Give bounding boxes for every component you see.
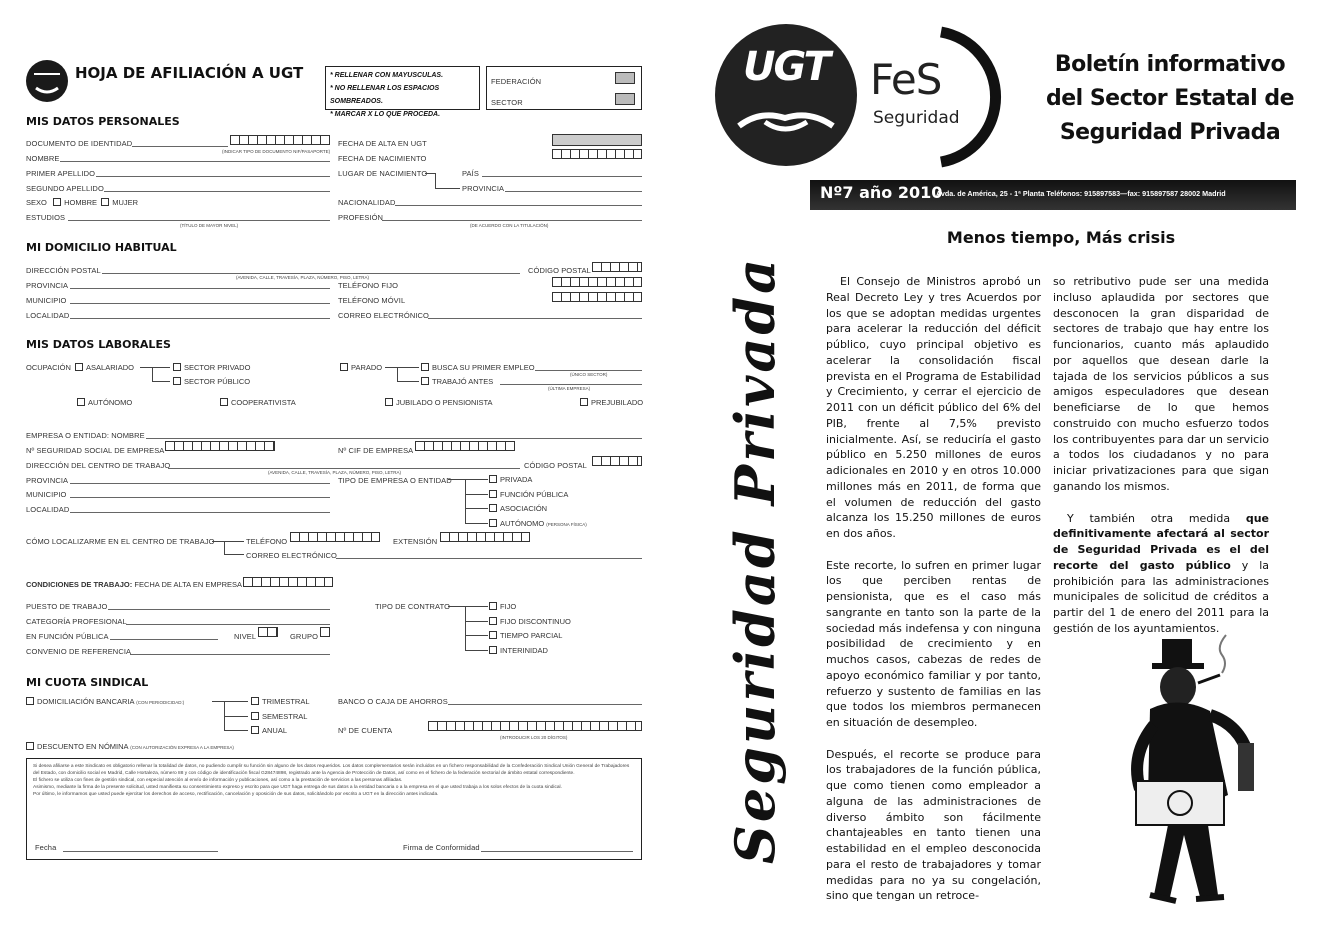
estudios-input[interactable] — [68, 220, 330, 221]
empresa-input[interactable] — [146, 438, 642, 439]
privada-checkbox[interactable] — [489, 475, 497, 483]
section-cuota: MI CUOTA SINDICAL — [26, 676, 149, 689]
cp-centro-input[interactable] — [592, 456, 642, 466]
nivel-input[interactable] — [258, 627, 278, 637]
segundo-apellido-input[interactable] — [104, 191, 330, 192]
sector-privado-checkbox[interactable] — [173, 363, 181, 371]
dir-centro-input[interactable] — [168, 468, 520, 469]
issue-bar: Nº7 año 2010 Avda. de América, 25 - 1ª Planta Teléfonos: 915897583—fax: 915897587 28002 Madrid — [810, 180, 1296, 210]
prejubilado-checkbox[interactable] — [580, 398, 588, 406]
profesion-input[interactable] — [382, 220, 642, 221]
domiciliacion-checkbox[interactable] — [26, 697, 34, 705]
ugt-logo: UGT — [715, 24, 857, 166]
fecha-input[interactable] — [63, 851, 218, 852]
parado-checkbox[interactable] — [340, 363, 348, 371]
trimestral-checkbox[interactable] — [251, 697, 259, 705]
localidad-input[interactable] — [70, 318, 330, 319]
headline: Menos tiempo, Más crisis — [946, 228, 1176, 247]
nomina-checkbox[interactable] — [26, 742, 34, 750]
categoria-input[interactable] — [126, 624, 330, 625]
busca-empleo-checkbox[interactable] — [421, 363, 429, 371]
article-column-1: El Consejo de Ministros aprobó un Real Decreto Ley y tres Acuerdos por los que se adoptan medidas urgentes para acelerar la reducción del déficit público, cuyo principal objetivo es acelerar la consolidación fiscal prevista en el Programa de Estabilidad y Crecimiento, y cerrar el ejercicio de 2011 con un déficit público del 6% del PIB, frente al 7,5% previsto inicialmente. Así, se reduciría el gasto público en 5.250 millones de euros adicionales en 2010 y en otros 10.000 millones más en 2011, de forma que el volumen de reducción del gasto alcanza los 15.250 millones de euros en dos años. Este recorte, lo sufren en primer lugar los que perciben rentas de pensionista, que es el caso más sangrante en tanto son la parte de la sociedad más indefensa y con ninguna posibilidad de crecimiento y en muchos casos, cabezas de redes de apoyo económico familiar y por tanto, refuerzo y sustento de familias en las que todos los miembros permanecen en situación de desempleo. Después, el recorte se produce para los trabajadores de la función pública, que como tienen como empleador a alguna de las administraciones de diverso ámbito son fácilmente chantajeables en tanto tienen una estabilidad en el empleo desconocida para el resto de trabajadores y tomar medidas para no ya su congelación, sino que tengan un retroce- — [826, 275, 1041, 903]
fecha-alta-empresa-input[interactable] — [243, 577, 333, 587]
nombre-input[interactable] — [60, 161, 330, 162]
form-instructions: * RELLENAR CON MAYUSCULAS. * NO RELLENAR LOS ESPACIOS SOMBREADOS. * MARCAR X LO QUE PROCEDA. — [325, 66, 480, 110]
fes-arc-icon — [935, 26, 1005, 168]
direccion-input[interactable] — [102, 273, 520, 274]
nacionalidad-input[interactable] — [395, 205, 642, 206]
admin-box: FEDERACIÓN SECTOR — [486, 66, 642, 110]
handshake-icon — [26, 60, 68, 102]
ss-empresa-input[interactable] — [165, 441, 275, 451]
jubilado-checkbox[interactable] — [385, 398, 393, 406]
fijo-discontinuo-checkbox[interactable] — [489, 617, 497, 625]
form-title: HOJA DE AFILIACIÓN A UGT — [75, 64, 304, 82]
pais-input[interactable] — [482, 176, 642, 177]
tiempo-parcial-checkbox[interactable] — [489, 631, 497, 639]
correo-input[interactable] — [428, 318, 642, 319]
bulletin-title: Boletín informativo del Sector Estatal de Seguridad Privada — [1045, 52, 1295, 145]
primer-apellido-input[interactable] — [96, 176, 330, 177]
cp-input[interactable] — [592, 262, 642, 272]
provincia-input[interactable] — [70, 288, 330, 289]
asalariado-checkbox[interactable] — [75, 363, 83, 371]
convenio-input[interactable] — [130, 654, 330, 655]
cif-input[interactable] — [415, 441, 515, 451]
vertical-title: Seguridad Privada — [723, 255, 787, 865]
correo-trabajo-input[interactable] — [336, 558, 642, 559]
section-domicilio: MI DOMICILIO HABITUAL — [26, 241, 177, 254]
autonomo-persona-checkbox[interactable] — [489, 519, 497, 527]
legal-box: Si desea afiliarse a este Sindicato es obligatorio rellenar la totalidad de datos, no pudiendo cumplir su función sin alguno de los datos requeridos. Los datos complementarios serán incluidos en un fichero responsabilidad de la Confederación Sindical Unión General de Trabajadores del Estado, con domicilio social en Madrid, Calle Hortaleza, número 88 y con código de identificación fiscal G28474898, registrado ante la Agencia de Protección de Datos, así como en el fichero de la federación sectorial de ámbito estatal correspondiente. El fichero se utiliza con fines de gestión sindical, con especial atención al envío de información y publicaciones, así como a la prestación de servicios a las personas afiliadas. Asimismo, mediante la firma de la presente solicitud, usted manifiesta su consentimiento expreso y escrito para que UGT haga entrega de sus datos a la entidad bancaria o a la empresa en el que usted trabaja a los solos efectos de la cuota sindical. Por último, le informamos que usted puede ejercitar los derechos de acceso, rectificación, cancelación y oposición de sus datos, solicitándolo por escrito a UGT en la dirección antes indicada. Fecha Firma de Conformidad — [26, 758, 642, 860]
extension-input[interactable] — [440, 532, 530, 542]
puesto-input[interactable] — [108, 609, 330, 610]
asociacion-checkbox[interactable] — [489, 504, 497, 512]
article-column-2: so retributivo pude ser una medida incluso aplaudida por sectores que desconocen la gran disparidad de sectores de trabajo que hay entre los funcionarios, cuanto más aplaudido por aquellos que desean darle la tajada de los servicios públicos a sus amigos especuladores que desean beneficiarse de lo que hemos construido con mucho esfuerzo todos los contribuyentes para dar un servicio a todos los ciudadanos y no para iniciar privatizaciones para que sigan ganando los mismos. Y también otra medida que definitivamente afectará al sector de Seguridad Privada es el del recorte del gasto público y la prohibición para las administraciones municipales de solicitud de créditos a partir del 1 de enero del 2011 para la gestión de los ayuntamientos. — [1053, 275, 1269, 635]
telefono-trabajo-input[interactable] — [290, 532, 380, 542]
provincia-nac-input[interactable] — [505, 191, 642, 192]
section-laborales: MIS DATOS LABORALES — [26, 338, 171, 351]
fecha-nacimiento-input[interactable] — [552, 149, 642, 159]
documento-input[interactable] — [230, 135, 330, 145]
bulletin-page: UGT FeS Seguridad Boletín informativo del Sector Estatal de Seguridad Privada Nº7 año 2010 Avda. de América, 25 - 1ª Planta Teléfonos: 915897583—fax: 915897587 28002 Madrid Seguridad Privada Menos tiempo, Más crisis El Consejo de Ministros aprobó un Real Decreto Ley y tres Acuerdos por los que se adoptan medidas urgentes para acelerar la reducción del déficit público, cuyo principal objetivo es acelerar la consolidación fiscal prevista en el Programa de Estabilidad y Crecimiento, y cerrar el ejercicio de 2011 con un déficit público del 6% del PIB, frente al 7,5% previsto inicialmente. Así, se reduciría el gasto público en 5.250 millones de euros adicionales en 2010 y en otros 10.000 millones más en 2011, de forma que el volumen de reducción del gasto alcanza los 15.250 millones de euros en dos años. Este recorte, lo sufren en primer lugar los que perciben rentas de pensionista, que es el caso más sangrante en tanto son la parte de la sociedad más indefensa y con ninguna posibilidad de crecimiento y en muchos casos, cabezas de redes de apoyo económico familiar y por tanto, refuerzo y sustento de familias en las que todos los miembros permanecen en situación de desempleo. Después, el recorte se produce para los trabajadores de la función pública, que como tienen como empleador a alguna de las administraciones de diverso ámbito son fácilmente chantajeables en tanto tienen una estabilidad en el empleo desconocida para el resto de trabajadores y tomar medidas para no ya su congelación, sino que tengan un retroce- so retributivo pude ser una medida incluso aplaudida por sectores que desconocen la gran disparidad de sectores de trabajo que hay entre los funcionarios, cuanto más aplaudido por aquellos que desean darle la tajada de los servicios públicos a sus amigos especuladores que desean beneficiarse de lo que hemos construido con mucho esfuerzo todos los contribuyentes para dar un servicio a todos los ciudadanos y no para iniciar privatizaciones para que sigan ganando los mismos. Y también otra medida que definitivamente afectará al sector de Seguridad Privada es el del recorte del gasto público y la prohibición para las administraciones municipales de solicitud de créditos a partir del 1 de enero del 2011 para la gestión de los ayuntamientos. — [670, 0, 1340, 948]
trabajo-antes-checkbox[interactable] — [421, 377, 429, 385]
localidad-centro-input[interactable] — [70, 512, 330, 513]
cuenta-input[interactable] — [428, 721, 642, 731]
mujer-checkbox[interactable] — [101, 198, 109, 206]
businessman-illustration — [1110, 625, 1300, 925]
telefono-fijo-input[interactable] — [552, 277, 642, 287]
hombre-checkbox[interactable] — [53, 198, 61, 206]
provincia-centro-input[interactable] — [70, 483, 330, 484]
telefono-movil-input[interactable] — [552, 292, 642, 302]
interinidad-checkbox[interactable] — [489, 646, 497, 654]
section-personal: MIS DATOS PERSONALES — [26, 115, 180, 128]
cooperativista-checkbox[interactable] — [220, 398, 228, 406]
firma-input[interactable] — [481, 851, 633, 852]
affiliation-form: HOJA DE AFILIACIÓN A UGT * RELLENAR CON MAYUSCULAS. * NO RELLENAR LOS ESPACIOS SOMBREADOS. * MARCAR X LO QUE PROCEDA. FEDERACIÓN SECTOR MIS DATOS PERSONALES DOCUMENTO DE IDENTIDAD (INDICAR TIPO DE DOCUMENTO NIF/PASAPORTE) NOMBRE PRIMER APELLIDO SEGUNDO APELLIDO SEXO HOMBRE MUJER ESTUDIOS (TÍTULO DE MAYOR NIVEL) FECHA DE ALTA EN UGT FECHA DE NACIMIENTO LUGAR DE NACIMIENTO PAÍS PROVINCIA NACIONALIDAD PROFESIÓN (DE ACUERDO CON LA TITULACIÓN) MI DOMICILIO HABITUAL DIRECCIÓN POSTAL (AVENIDA, CALLE, TRAVESÍA, PLAZA, NÚMERO, PISO, LETRA) CÓDIGO POSTAL PROVINCIA MUNICIPIO LOCALIDAD TELÉFONO FIJO TELÉFONO MÓVIL CORREO ELECTRÓNICO MIS DATOS LABORALES OCUPACIÓN ASALARIADO SECTOR PRIVADO SECTOR PÚBLICO AUTÓNOMO COOPERATIVISTA PARADO BUSCA SU PRIMER EMPLEO (ÚNICO SECTOR) TRABAJÓ ANTES (ÚLTIMA EMPRESA) JUBILADO O PENSIONISTA PREJUBILADO EMPRESA O ENTIDAD: NOMBRE Nº SEGURIDAD SOCIAL DE EMPRESA Nº CIF DE EMPRESA DIRECCIÓN DEL CENTRO DE TRABAJO (AVENIDA, CALLE, TRAVESÍA, PLAZA, NÚMERO, PISO, LETRA) CÓDIGO POSTAL PROVINCIA MUNICIPIO LOCALIDAD TIPO DE EMPRESA O ENTIDAD PRIVADA FUNCIÓN PÚBLICA ASOCIACIÓN AUTÓNOMO (PERSONA FÍSICA) CÓMO LOCALIZARME EN EL CENTRO DE TRABAJO TELÉFONO EXTENSIÓN CORREO ELECTRÓNICO CONDICIONES DE TRABAJO: FECHA DE ALTA EN EMPRESA PUESTO DE TRABAJO CATEGORÍA PROFESIONAL EN FUNCIÓN PÚBLICA NIVEL GRUPO CONVENIO DE REFERENCIA TIPO DE CONTRATO FIJO FIJO DISCONTINUO TIEMPO PARCIAL INTERINIDAD MI CUOTA SINDICAL DOMICILIACIÓN BANCARIA (CON PERIODICIDAD:) TRIMESTRAL SEMESTRAL ANUAL BANCO O CAJA DE AHORROS Nº DE CUENTA (INTRODUCIR LOS 20 DÍGITOS) DESCUENTO EN NÓMINA (CON AUTORIZACIÓN EXPRESA A LA EMPRESA) Si desea afiliarse a este Sindicato es obligatorio rellenar la totalidad de datos, no pudiendo cumplir su función sin alguno de los datos requeridos. Los datos complementarios serán incluidos en un fichero responsabilidad de la Confederación Sindical Unión General de Trabajadores del Estado, con domicilio social en Madrid, Calle Hortaleza, número 88 y con código de identificación fiscal G28474898, registrado ante la Agencia de Protección de Datos, así como en el fichero de la federación sectorial de ámbito estatal correspondiente. El fichero se utiliza con fines de gestión sindical, con especial atención al envío de información y publicaciones, así como a la prestación de servicios a las personas afiliadas. Asimismo, mediante la firma de la presente solicitud, usted manifiesta su consentimiento expreso y escrito para que UGT haga entrega de sus datos a la entidad bancaria o a la empresa en el que usted trabaja a los solos efectos de la cuota sindical. Por último, le informamos que usted puede ejercitar los derechos de acceso, rectificación, cancelación y oposición de sus datos, solicitándolo por escrito a UGT en la dirección antes indicada. Fecha Firma de Conformidad — [0, 0, 670, 948]
municipio-input[interactable] — [70, 303, 330, 304]
funcion-publica-checkbox[interactable] — [489, 490, 497, 498]
handshake-icon — [735, 100, 837, 140]
fijo-checkbox[interactable] — [489, 602, 497, 610]
municipio-centro-input[interactable] — [70, 497, 330, 498]
sector-publico-checkbox[interactable] — [173, 377, 181, 385]
ugt-logo-small — [26, 60, 68, 102]
semestral-checkbox[interactable] — [251, 712, 259, 720]
autonomo-checkbox[interactable] — [77, 398, 85, 406]
anual-checkbox[interactable] — [251, 726, 259, 734]
banco-input[interactable] — [448, 704, 642, 705]
grupo-input[interactable] — [320, 627, 330, 637]
